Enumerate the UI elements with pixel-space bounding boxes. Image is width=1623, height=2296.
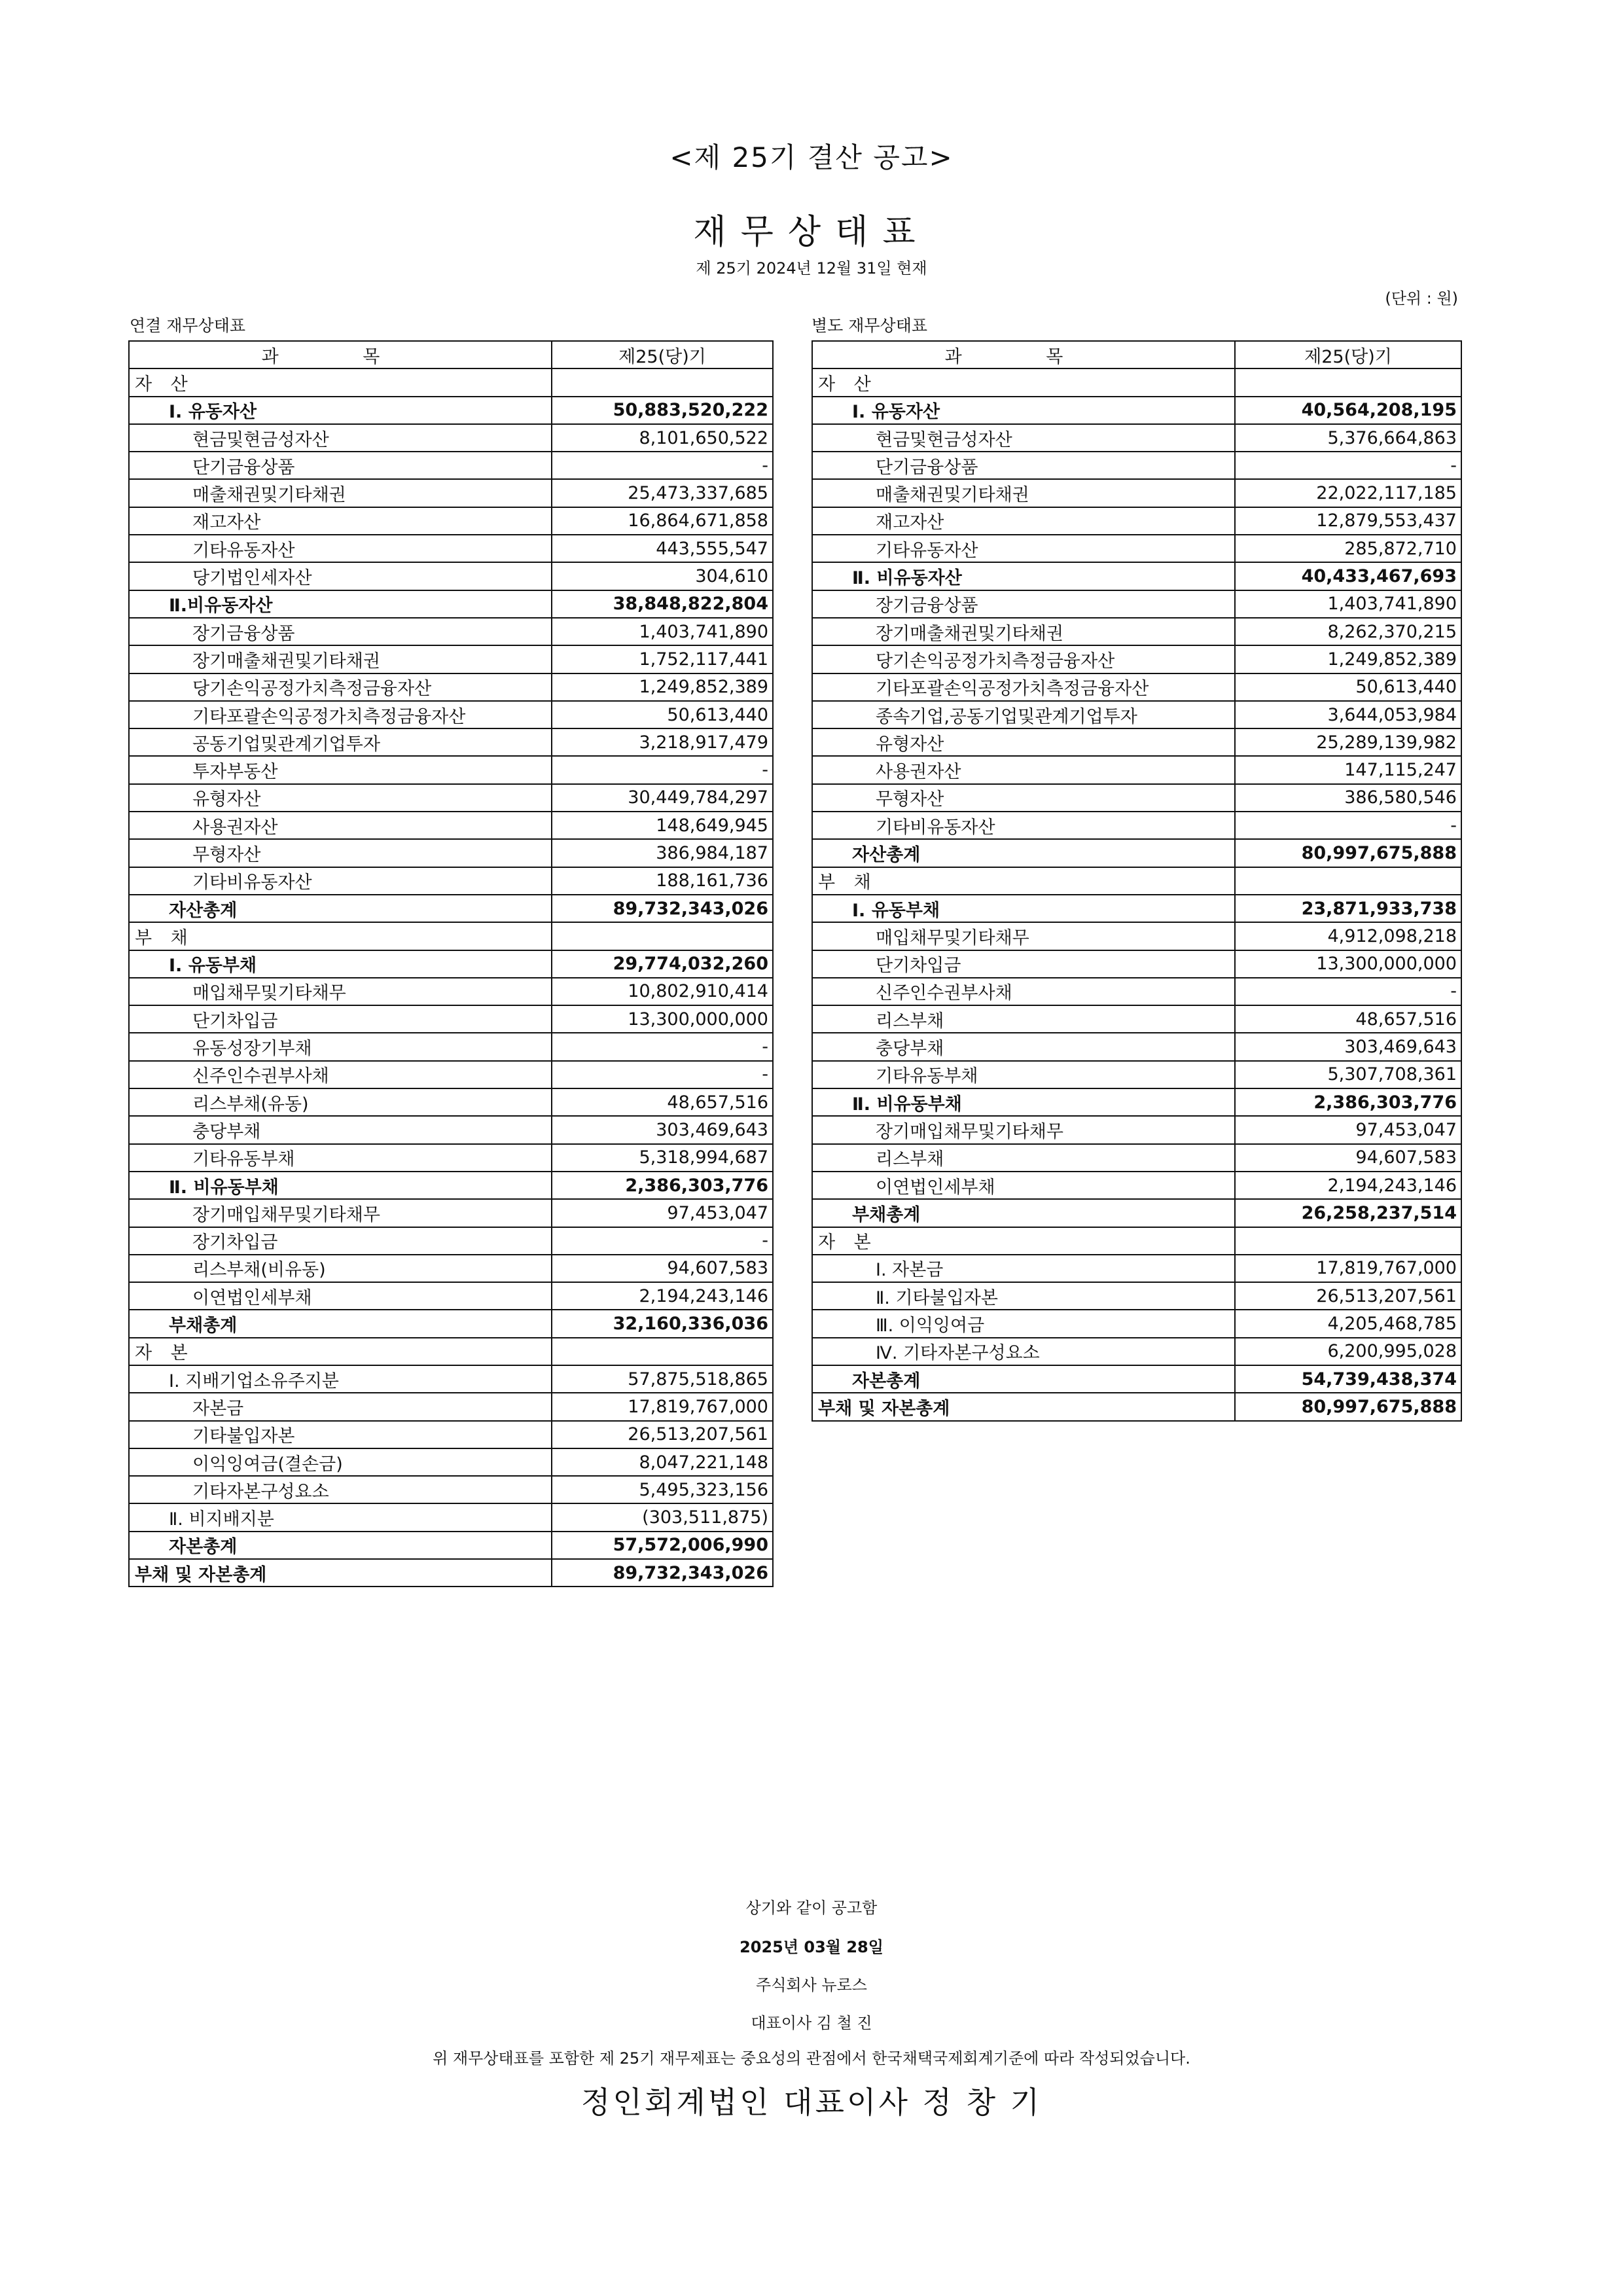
account-label: Ⅱ. 비유동부채: [812, 1088, 1235, 1116]
account-value: 48,657,516: [1235, 1005, 1461, 1033]
table-row: [812, 645, 1461, 673]
table-row: [812, 1199, 1461, 1227]
table-row: [812, 1365, 1461, 1393]
account-value: 29,774,032,260: [552, 950, 773, 978]
account-label: 기타유동자산: [812, 535, 1235, 562]
account-value: 303,469,643: [552, 1116, 773, 1143]
account-label: 기타비유동자산: [812, 812, 1235, 839]
table-row: [129, 1144, 773, 1172]
account-label: 기타비유동자산: [129, 867, 552, 895]
audit-statement: 위 재무상태표를 포함한 제 25기 재무제표는 중요성의 관점에서 한국채택국제회계기준에 따라 작성되었습니다.: [433, 2049, 1190, 2068]
table-row: [129, 1172, 773, 1199]
account-label: 무형자산: [812, 784, 1235, 812]
account-label: 매입채무및기타채무: [812, 922, 1235, 950]
account-value: -: [552, 1061, 773, 1088]
account-label: 유형자산: [812, 728, 1235, 756]
account-label: 유형자산: [129, 784, 552, 812]
account-label: Ⅲ. 이익잉여금: [812, 1310, 1235, 1337]
table-row: [812, 867, 1461, 895]
account-label: Ⅰ. 유동자산: [812, 397, 1235, 424]
account-value: [1235, 867, 1461, 895]
table-row: [129, 701, 773, 728]
account-value: 54,739,438,374: [1235, 1365, 1461, 1393]
account-label: 부채총계: [812, 1199, 1235, 1227]
period-column-header: 제25(당)기: [1235, 341, 1461, 368]
account-value: 30,449,784,297: [552, 784, 773, 812]
table-row: [129, 479, 773, 507]
account-label: 기타포괄손익공정가치측정금융자산: [129, 701, 552, 728]
account-value: 26,513,207,561: [552, 1421, 773, 1448]
account-label: 리스부채: [812, 1144, 1235, 1172]
table-row: [129, 424, 773, 452]
announcement-text: 상기와 같이 공고함: [745, 1899, 878, 1917]
account-label: 무형자산: [129, 839, 552, 867]
table-row: [812, 978, 1461, 1005]
table-row: [812, 812, 1461, 839]
account-value: 80,997,675,888: [1235, 1393, 1461, 1420]
account-value: 38,848,822,804: [552, 590, 773, 618]
period-column-header: 제25(당)기: [552, 341, 773, 368]
table-row: [812, 1144, 1461, 1172]
table-row: [129, 645, 773, 673]
account-value: 13,300,000,000: [552, 1005, 773, 1033]
account-value: 25,289,139,982: [1235, 728, 1461, 756]
account-value: 1,249,852,389: [552, 673, 773, 701]
account-label: 재고자산: [812, 507, 1235, 535]
account-column-header: 과 목: [812, 341, 1235, 368]
account-value: 147,115,247: [1235, 756, 1461, 783]
account-value: 94,607,583: [1235, 1144, 1461, 1172]
table-row: [129, 950, 773, 978]
currency-unit: (단위 : 원): [1385, 289, 1458, 308]
account-label: 유동성장기부채: [129, 1033, 552, 1060]
table-row: [812, 950, 1461, 978]
account-label: Ⅰ. 유동부채: [129, 950, 552, 978]
account-value: 89,732,343,026: [552, 1559, 773, 1587]
account-value: 25,473,337,685: [552, 479, 773, 507]
table-row: [129, 1365, 773, 1393]
table-row: [129, 1061, 773, 1088]
table-row: [812, 535, 1461, 562]
table-row: [812, 1088, 1461, 1116]
table-row: [129, 397, 773, 424]
table-row: [129, 1255, 773, 1282]
account-label: 단기차입금: [812, 950, 1235, 978]
account-value: 50,883,520,222: [552, 397, 773, 424]
account-label: 단기금융상품: [129, 452, 552, 479]
notice-title: <제 25기 결산 공고>: [669, 141, 954, 173]
account-label: 자 산: [129, 368, 552, 396]
table-row: [812, 397, 1461, 424]
account-label: 종속기업,공동기업및관계기업투자: [812, 701, 1235, 728]
account-value: -: [1235, 452, 1461, 479]
account-label: 매출채권및기타채권: [129, 479, 552, 507]
auditor-signature: 정인회계법인 대표이사 정 창 기: [580, 2085, 1043, 2120]
account-label: 기타유동부채: [812, 1061, 1235, 1088]
table-row: [812, 895, 1461, 922]
account-value: 26,258,237,514: [1235, 1199, 1461, 1227]
table-row: [812, 673, 1461, 701]
account-value: 285,872,710: [1235, 535, 1461, 562]
account-value: 8,262,370,215: [1235, 618, 1461, 645]
account-value: 3,218,917,479: [552, 728, 773, 756]
account-label: 리스부채: [812, 1005, 1235, 1033]
account-label: 현금및현금성자산: [812, 424, 1235, 452]
ceo-name: 대표이사 김 철 진: [751, 2014, 872, 2032]
table-row: [129, 895, 773, 922]
separate-balance-sheet-table: [812, 340, 1462, 1422]
account-label: 자본금: [129, 1393, 552, 1420]
account-value: (303,511,875): [552, 1503, 773, 1531]
table-row: [812, 1338, 1461, 1365]
account-value: 97,453,047: [552, 1199, 773, 1227]
table-row: [812, 1005, 1461, 1033]
consolidated-balance-sheet-table: [128, 340, 774, 1587]
account-value: 13,300,000,000: [1235, 950, 1461, 978]
account-value: [552, 1338, 773, 1365]
account-label: 사용권자산: [129, 812, 552, 839]
table-row: [129, 618, 773, 645]
account-value: 1,752,117,441: [552, 645, 773, 673]
account-label: 투자부동산: [129, 756, 552, 783]
account-value: -: [552, 1033, 773, 1060]
account-label: 기타유동부채: [129, 1144, 552, 1172]
table-row: [812, 1116, 1461, 1143]
account-label: 자본총계: [129, 1532, 552, 1559]
account-label: 기타자본구성요소: [129, 1476, 552, 1503]
account-column-header: 과 목: [129, 341, 552, 368]
account-value: 188,161,736: [552, 867, 773, 895]
account-label: Ⅰ. 유동자산: [129, 397, 552, 424]
account-value: 40,564,208,195: [1235, 397, 1461, 424]
account-value: [552, 922, 773, 950]
account-label: 이익잉여금(결손금): [129, 1448, 552, 1476]
table-row: [129, 1227, 773, 1255]
account-value: -: [1235, 978, 1461, 1005]
table-row: [129, 452, 773, 479]
account-label: 부 채: [812, 867, 1235, 895]
table-row: [129, 1199, 773, 1227]
account-value: 2,386,303,776: [552, 1172, 773, 1199]
account-label: 매출채권및기타채권: [812, 479, 1235, 507]
account-value: 23,871,933,738: [1235, 895, 1461, 922]
document-title: 재무상태표: [693, 213, 930, 252]
table-row: [129, 1338, 773, 1365]
table-row: [812, 590, 1461, 618]
table-row: [812, 1227, 1461, 1255]
table-row: [129, 1033, 773, 1060]
table-row: [812, 1033, 1461, 1060]
consolidated-caption: 연결 재무상태표: [130, 316, 245, 335]
table-row: [129, 1088, 773, 1116]
account-value: 5,495,323,156: [552, 1476, 773, 1503]
account-value: 5,318,994,687: [552, 1144, 773, 1172]
account-label: 부채총계: [129, 1310, 552, 1337]
account-value: 303,469,643: [1235, 1033, 1461, 1060]
table-row: [129, 1559, 773, 1587]
account-value: 17,819,767,000: [1235, 1255, 1461, 1282]
account-label: 기타불입자본: [129, 1421, 552, 1448]
table-row: [129, 728, 773, 756]
account-label: 리스부채(비유동): [129, 1255, 552, 1282]
account-label: 이연법인세부채: [812, 1172, 1235, 1199]
account-value: 1,249,852,389: [1235, 645, 1461, 673]
table-row: [129, 368, 773, 396]
account-value: 5,307,708,361: [1235, 1061, 1461, 1088]
table-row: [129, 812, 773, 839]
account-label: Ⅳ. 기타자본구성요소: [812, 1338, 1235, 1365]
table-row: [812, 618, 1461, 645]
table-row: [812, 839, 1461, 867]
table-row: [129, 756, 773, 783]
table-row: [129, 590, 773, 618]
account-value: 2,194,243,146: [1235, 1172, 1461, 1199]
account-label: 신주인수권부사채: [812, 978, 1235, 1005]
account-value: -: [552, 1227, 773, 1255]
account-label: Ⅰ. 지배기업소유주지분: [129, 1365, 552, 1393]
account-value: 89,732,343,026: [552, 895, 773, 922]
table-row: [812, 424, 1461, 452]
table-row: [129, 673, 773, 701]
account-label: 부채 및 자본총계: [129, 1559, 552, 1587]
account-value: 2,194,243,146: [552, 1282, 773, 1310]
account-value: 148,649,945: [552, 812, 773, 839]
account-value: 6,200,995,028: [1235, 1338, 1461, 1365]
account-label: 매입채무및기타채무: [129, 978, 552, 1005]
account-label: 자 본: [129, 1338, 552, 1365]
account-value: [1235, 368, 1461, 396]
account-value: 1,403,741,890: [552, 618, 773, 645]
account-label: 공동기업및관계기업투자: [129, 728, 552, 756]
account-value: 386,984,187: [552, 839, 773, 867]
table-header-row: [129, 341, 773, 368]
company-name: 주식회사 뉴로스: [756, 1976, 867, 1994]
account-label: 부채 및 자본총계: [812, 1393, 1235, 1420]
account-value: 32,160,336,036: [552, 1310, 773, 1337]
account-value: 16,864,671,858: [552, 507, 773, 535]
account-label: 사용권자산: [812, 756, 1235, 783]
account-value: 1,403,741,890: [1235, 590, 1461, 618]
account-label: 자산총계: [812, 839, 1235, 867]
account-value: 50,613,440: [1235, 673, 1461, 701]
table-row: [812, 507, 1461, 535]
account-value: 10,802,910,414: [552, 978, 773, 1005]
account-label: 현금및현금성자산: [129, 424, 552, 452]
account-label: 자산총계: [129, 895, 552, 922]
account-value: 8,101,650,522: [552, 424, 773, 452]
account-label: 당기손익공정가치측정금융자산: [812, 645, 1235, 673]
account-value: 443,555,547: [552, 535, 773, 562]
account-value: [552, 368, 773, 396]
announcement-date: 2025년 03월 28일: [740, 1938, 883, 1956]
account-value: 3,644,053,984: [1235, 701, 1461, 728]
table-row: [812, 922, 1461, 950]
table-row: [129, 1476, 773, 1503]
account-label: 이연법인세부채: [129, 1282, 552, 1310]
account-label: 장기매출채권및기타채권: [129, 645, 552, 673]
account-value: 22,022,117,185: [1235, 479, 1461, 507]
account-value: 2,386,303,776: [1235, 1088, 1461, 1116]
account-label: 충당부채: [812, 1033, 1235, 1060]
account-label: 기타포괄손익공정가치측정금융자산: [812, 673, 1235, 701]
account-label: 부 채: [129, 922, 552, 950]
table-row: [812, 784, 1461, 812]
table-row: [812, 1061, 1461, 1088]
account-value: 5,376,664,863: [1235, 424, 1461, 452]
table-row: [812, 728, 1461, 756]
table-row: [129, 562, 773, 590]
account-value: 8,047,221,148: [552, 1448, 773, 1476]
table-row: [812, 452, 1461, 479]
table-row: [129, 1393, 773, 1420]
table-row: [129, 922, 773, 950]
account-value: -: [1235, 812, 1461, 839]
separate-caption: 별도 재무상태표: [812, 316, 927, 335]
table-row: [812, 1172, 1461, 1199]
account-value: 4,912,098,218: [1235, 922, 1461, 950]
table-row: [129, 1116, 773, 1143]
account-value: 57,572,006,990: [552, 1532, 773, 1559]
account-label: 당기손익공정가치측정금융자산: [129, 673, 552, 701]
account-value: 12,879,553,437: [1235, 507, 1461, 535]
account-value: 40,433,467,693: [1235, 562, 1461, 590]
table-row: [129, 1310, 773, 1337]
account-value: 386,580,546: [1235, 784, 1461, 812]
table-row: [129, 507, 773, 535]
account-label: 자 산: [812, 368, 1235, 396]
account-label: Ⅱ.비유동자산: [129, 590, 552, 618]
account-value: 80,997,675,888: [1235, 839, 1461, 867]
account-label: 단기금융상품: [812, 452, 1235, 479]
account-label: 장기차입금: [129, 1227, 552, 1255]
table-row: [812, 1282, 1461, 1310]
table-row: [129, 1503, 773, 1531]
table-row: [129, 784, 773, 812]
account-label: 충당부채: [129, 1116, 552, 1143]
table-row: [812, 756, 1461, 783]
account-label: Ⅱ. 기타불입자본: [812, 1282, 1235, 1310]
table-row: [129, 978, 773, 1005]
account-label: 장기매출채권및기타채권: [812, 618, 1235, 645]
account-label: 단기차입금: [129, 1005, 552, 1033]
account-label: Ⅱ. 비유동부채: [129, 1172, 552, 1199]
account-value: 97,453,047: [1235, 1116, 1461, 1143]
reporting-date: 제 25기 2024년 12월 31일 현재: [696, 259, 927, 278]
account-label: Ⅰ. 유동부채: [812, 895, 1235, 922]
account-value: 94,607,583: [552, 1255, 773, 1282]
table-row: [129, 1282, 773, 1310]
account-value: 4,205,468,785: [1235, 1310, 1461, 1337]
account-value: -: [552, 756, 773, 783]
account-value: -: [552, 452, 773, 479]
table-row: [129, 535, 773, 562]
table-row: [812, 1255, 1461, 1282]
account-label: 기타유동자산: [129, 535, 552, 562]
table-header-row: [812, 341, 1461, 368]
account-value: 50,613,440: [552, 701, 773, 728]
account-value: 57,875,518,865: [552, 1365, 773, 1393]
table-row: [129, 1532, 773, 1559]
account-value: 48,657,516: [552, 1088, 773, 1116]
account-label: 자본총계: [812, 1365, 1235, 1393]
account-label: 신주인수권부사채: [129, 1061, 552, 1088]
account-label: Ⅰ. 자본금: [812, 1255, 1235, 1282]
account-label: 장기금융상품: [129, 618, 552, 645]
table-row: [129, 1005, 773, 1033]
table-row: [129, 1448, 773, 1476]
account-label: 당기법인세자산: [129, 562, 552, 590]
table-row: [129, 867, 773, 895]
account-label: 장기금융상품: [812, 590, 1235, 618]
table-row: [812, 479, 1461, 507]
account-label: Ⅱ. 비유동자산: [812, 562, 1235, 590]
account-label: 장기매입채무및기타채무: [812, 1116, 1235, 1143]
table-row: [129, 1421, 773, 1448]
table-row: [129, 839, 773, 867]
account-label: Ⅱ. 비지배지분: [129, 1503, 552, 1531]
account-label: 자 본: [812, 1227, 1235, 1255]
account-value: [1235, 1227, 1461, 1255]
table-row: [812, 1393, 1461, 1420]
table-row: [812, 1310, 1461, 1337]
account-label: 리스부채(유동): [129, 1088, 552, 1116]
table-row: [812, 562, 1461, 590]
account-value: 304,610: [552, 562, 773, 590]
account-value: 26,513,207,561: [1235, 1282, 1461, 1310]
account-value: 17,819,767,000: [552, 1393, 773, 1420]
table-row: [812, 368, 1461, 396]
account-label: 재고자산: [129, 507, 552, 535]
table-row: [812, 701, 1461, 728]
account-label: 장기매입채무및기타채무: [129, 1199, 552, 1227]
